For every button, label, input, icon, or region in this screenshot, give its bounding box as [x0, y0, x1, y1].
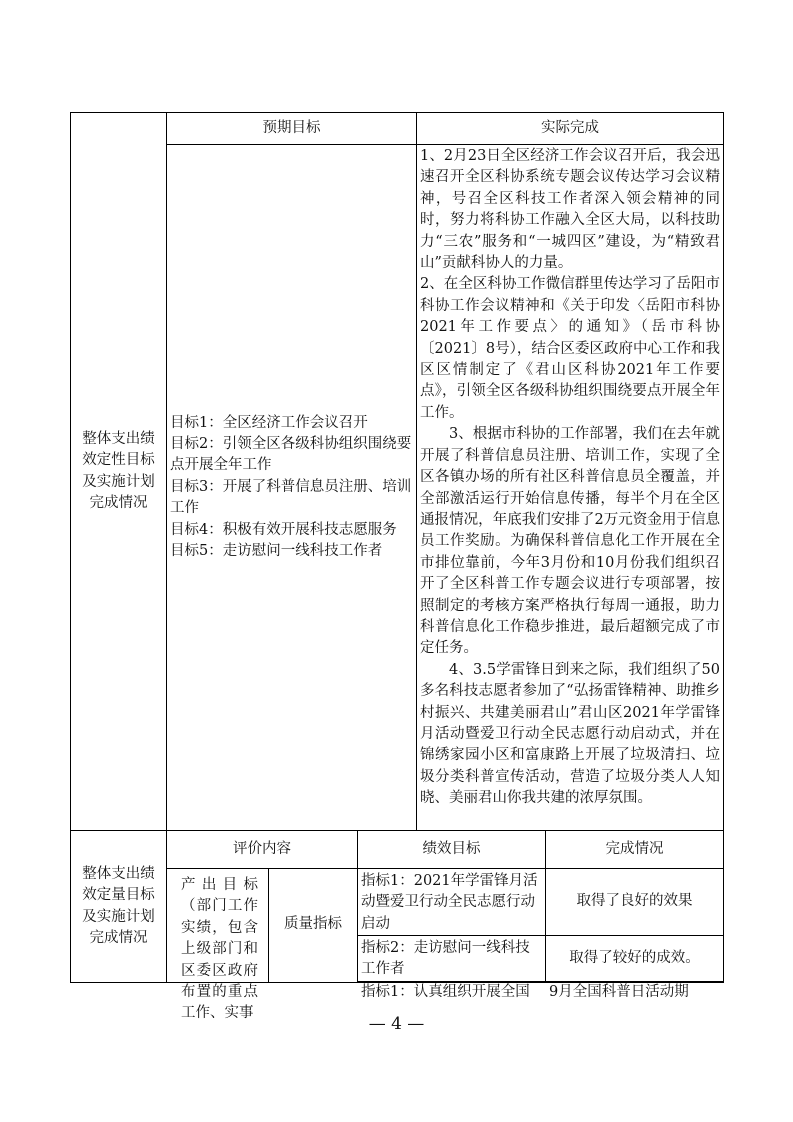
expected-goals-header	[167, 113, 416, 144]
qualitative-row-label	[71, 113, 166, 830]
actual-completion-text	[417, 145, 723, 830]
actual-paragraph: 2、在全区科协工作微信群里传达学习了岳阳市科协工作会议精神和《关于印发〈岳阳市科协2021年工作要点〉的通知》（岳市科协〔2021〕8号），结合区委区政府中心工作和我区区情制定了《君山区科协2021年工作要点》，引领全区各级科协组织围绕要点开展全年工作。	[420, 276, 720, 421]
expected-goals-list	[167, 145, 416, 830]
quantitative-row-label	[71, 831, 166, 982]
goal-item: 目标5：走访慰问一线科技工作者	[170, 543, 383, 560]
qualitative-row-label-text: 整体支出绩效定性目标及实施计划完成情况	[82, 430, 155, 511]
quantitative-row-label-text: 整体支出绩效定量目标及实施计划完成情况	[82, 865, 155, 946]
target-row-2-text: 指标2：走访慰问一线科技工作者	[361, 940, 530, 978]
status-row-1	[546, 869, 723, 935]
output-target-label-text: 产出目标（部门工作实绩，包含上级部门和区委区政府布置的重点工作、实事	[181, 877, 258, 1022]
completion-status-header-text: 完成情况	[605, 840, 664, 857]
performance-target-header	[358, 831, 545, 868]
goal-item: 目标3：开展了科普信息员注册、培训工作	[170, 478, 412, 517]
target-row-1	[358, 869, 545, 935]
actual-paragraph: 4、3.5学雷锋日到来之际，我们组织了50多名科技志愿者参加了“弘扬雷锋精神、助推乡村振兴、共建美丽君山”君山区2021年学雷锋月活动暨爱卫行动全民志愿行动启动式，并在锦绣家园小区和富康路上开展了垃圾清扫、垃圾分类科普宣传活动，营造了垃圾分类人人知晓、美丽君山你我共建的浓厚氛围。	[420, 661, 720, 807]
status-row-2	[546, 936, 723, 981]
actual-completion-header-text: 实际完成	[541, 119, 599, 136]
quality-indicator-label	[269, 869, 357, 981]
target-row-3	[358, 982, 545, 1004]
evaluation-content-header-text: 评价内容	[233, 840, 291, 857]
status-row-1-text: 取得了良好的效果	[576, 893, 693, 910]
expected-goals-header-text: 预期目标	[262, 119, 321, 136]
quality-indicator-label-text: 质量指标	[284, 916, 342, 933]
goal-item: 目标2：引领全区各级科协组织围绕要点开展全年工作	[170, 435, 412, 474]
status-row-2-text: 取得了较好的成效。	[569, 949, 700, 966]
goal-item: 目标4：积极有效开展科技志愿服务	[170, 521, 397, 538]
page-number: — 4 —	[368, 1014, 425, 1034]
actual-completion-header	[417, 113, 723, 144]
actual-paragraph: 1、2月23日全区经济工作会议召开后，我会迅速召开全区科协系统专题会议传达学习会议精神，号召全区科技工作者深入领会精神的同时，努力将科协工作融入全区大局，以科技助力“三农”服务和“一城四区”建设，为“精致君山”贡献科协人的力量。	[420, 148, 720, 272]
evaluation-content-header	[167, 831, 357, 868]
status-row-3	[546, 982, 723, 1004]
target-row-1-text: 指标1：2021年学雷锋月活动暨爱卫行动全民志愿行动启动	[361, 873, 538, 932]
output-target-label	[167, 869, 268, 1022]
target-row-2	[358, 936, 545, 981]
status-row-3-text: 9月全国科普日活动期	[549, 984, 689, 1000]
goal-item: 目标1：全区经济工作会议召开	[170, 414, 368, 431]
completion-status-header	[546, 831, 723, 868]
performance-target-header-text: 绩效目标	[422, 840, 481, 857]
table-border-right	[723, 112, 724, 983]
actual-paragraph: 3、根据市科协的工作部署，我们在去年就开展了科普信息员注册、培训工作，实现了全区各镇办场的所有社区科普信息员全覆盖，并全部激活运行开始信息传播，每半个月在全区通报情况，年底我们安排了2万元资金用于信息员工作奖励。为确保科普信息化工作开展在全市排位靠前，今年3月份和10月份我们组织召开了全区科普工作专题会议进行专项部署，按照制定的考核方案严格执行每周一通报，助力科普信息化工作稳步推进，最后超额完成了市定任务。	[420, 426, 720, 657]
target-row-3-text: 指标1：认真组织开展全国	[361, 984, 530, 1000]
